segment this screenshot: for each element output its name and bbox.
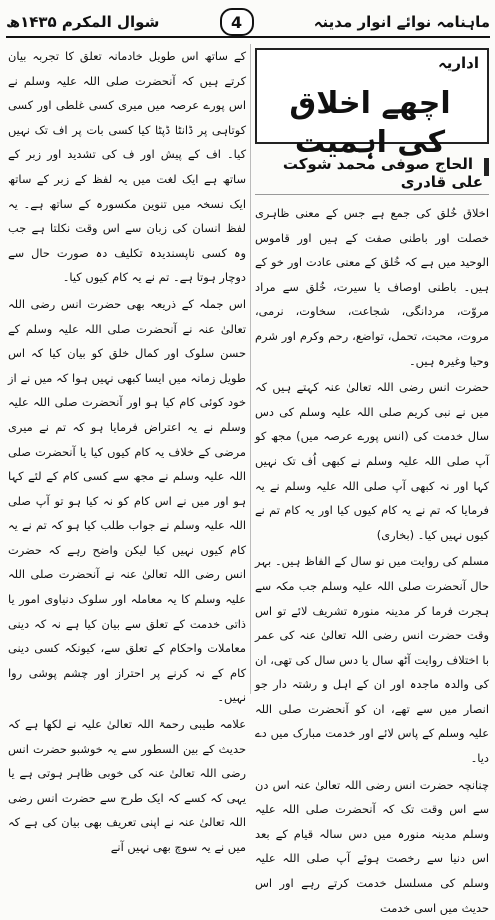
left-column <box>8 44 246 854</box>
paragraph: علامہ طیبی رحمۃ اللہ تعالیٰ علیہ نے لکھا ہے کہ حدیث کے بین السطور سے یہ خوشبو حضرت انس رضی اللہ تعالیٰ عنہ کی خوبی ظاہر ہوتی ہے یا یہی کہ کسے کہ ایک طرح سے حضرت انس رضی اللہ تعالیٰ عنہ نے اپنی تعریف بھی بیان کی ہے کہ میں نے یہ سوچ بھی نہیں آنے <box>8 717 246 854</box>
paragraph: چنانچہ حضرت انس رضی اللہ تعالیٰ عنہ اس دن سے اس وقت تک کہ آنحضرت صلی اللہ علیہ وسلم مدینہ منورہ میں دس سالہ قیام کے بعد اس دنیا سے رخصت ہوئے آپ صلی اللہ علیہ وسلم کی مسلسل خدمت کرتے رہے اور اس حدیث میں اسی خدمت <box>255 777 489 915</box>
author-line <box>255 152 489 195</box>
page-header <box>6 8 490 38</box>
right-column <box>255 44 489 915</box>
paragraph: اس جملہ کے ذریعہ بھی حضرت انس رضی اللہ تعالیٰ عنہ نے آنحضرت صلی اللہ علیہ وسلم کے حسن سلوک اور کمال خلق کو بیان کیا کہ اس طویل زمانہ میں ایسا کبھی نہیں ہوا کہ میں نے از خود کوئی کام کیا ہو اور آنحضرت صلی اللہ علیہ وسلم نے یہ اعتراض فرمایا ہو کہ تم نے میری مرضی کے خلاف یہ کام کیوں کیا یا آنحضرت صلی اللہ علیہ وسلم نے مجھ سے کسی کام کے لئے کہا ہو اور میں نے اس کام کو نہ کیا ہو تو آپ صلی اللہ علیہ وسلم نے جواب طلب کیا ہو کہ تم نے یہ کام کیوں نہیں کیا لیکن واضح رہے کہ حضرت انس رضی اللہ تعالیٰ عنہ نے آنحضرت صلی اللہ علیہ وسلم کا یہ معاملہ اور سلوک دنیاوی امور یا ذاتی خدمت کے تعلق سے بیان کیا ہے نہ کہ دینی معاملات واحکام کے تعلق سے، کیونکہ کسی دینی کام کے نہ کرنے پر احتراز اور چشم پوشی روا نہیں۔ <box>8 296 246 705</box>
paragraph: کے ساتھ اس طویل خادمانہ تعلق کا تجربہ بیان کرتے ہیں کہ آنحضرت صلی اللہ علیہ وسلم نے اس پورے عرصہ میں میری کسی غلطی اور کسی کوتاہی پر ڈانٹا ڈپٹا کیا کسی بات پر اف تک نہیں کیا۔ اف کے پیش اور ف کی تشدید اور زبر کے ساتھ ہے ایک لغت میں یہ لفظ کے زبر کے ساتھ ایک نسخہ میں تنوین مکسورہ کے ساتھ ہے۔ یہ لفظ انسان کی زبان سے اس وقت نکلتا ہے جب وہ کسی ناپسندیدہ تکلیف دہ صورت حال سے دوچار ہوتا ہے۔ تم نے یہ کام کیوں کیا۔ <box>8 49 246 285</box>
title-box <box>255 48 489 160</box>
author-name: الحاج صوفی محمد شوکت علی قادری <box>282 155 483 191</box>
section-label: اداریہ <box>437 54 479 72</box>
page-number: 4 <box>220 8 254 36</box>
article-title: اچھے اخلاق کی اہمیت <box>289 86 451 160</box>
magazine-name: ماہنامہ نوائے انوار مدینہ <box>313 13 490 31</box>
issue-date: شوال المکرم ۱۴۳۵ھ <box>6 13 160 31</box>
paragraph: اخلاق خُلق کی جمع ہے جس کے معنی ظاہری خصلت اور باطنی صفت کے ہیں اور قاموس الوحید میں ہے کہ خُلق کے معنی عادت اور خو کے ہیں۔ باطنی اوصاف یا سیرت، خُلق سے مراد مروّت، مردانگی، شجاعت، سخاوت، نرمی، مروت، محبت، تحمل، تواضع، رحم وکرم اور شرم وحیا وغیرہ ہیں۔ <box>255 206 489 368</box>
paragraph: حضرت انس رضی اللہ تعالیٰ عنہ کہتے ہیں کہ میں نے نبی کریم صلی اللہ علیہ وسلم کی دس سال خدمت کی (انس پورے عرصہ میں) مجھ کو آپ صلی اللہ علیہ وسلم نے کبھی اُف تک نہیں کہا اور نہ کبھی آپ صلی اللہ علیہ وسلم نے یہ فرمایا کہ تم نے یہ کام کیوں کیا اور یہ کام تم نے کیوں نہیں کیا۔ (بخاری) <box>255 380 489 542</box>
column-divider <box>250 44 251 694</box>
author-bar <box>484 158 489 176</box>
paragraph: مسلم کی روایت میں نو سال کے الفاظ ہیں۔ بہر حال آنحضرت صلی اللہ علیہ وسلم جب مکہ سے ہجرت فرما کر مدینہ منورہ تشریف لائے تو اس وقت حضرت انس رضی اللہ تعالیٰ عنہ کی عمر با اختلاف روایت آٹھ سال یا دس سال کی تھی، ان کی والدہ ماجدہ اور ان کے اہل و رشتہ دار جو انصار میں سے تھے، ان کو آنحضرت صلی اللہ علیہ وسلم کے پاس لائے اور خدمت مبارک میں دے دیا۔ <box>255 554 489 766</box>
